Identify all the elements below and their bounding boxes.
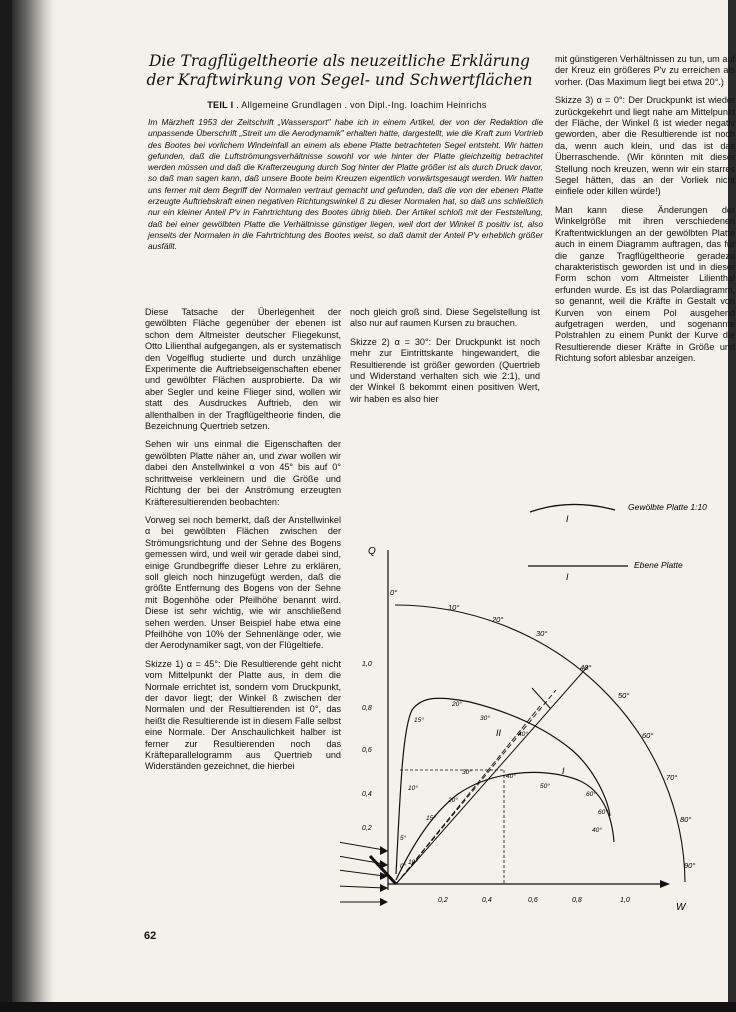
paragraph: noch gleich groß sind. Diese Segelstellung ist also nur auf raumen Kursen zu brauchen.	[350, 307, 540, 329]
curve-ii-angle-label: 20°	[452, 701, 462, 708]
arc-angle-label: 0°	[390, 588, 398, 597]
polar-diagram	[340, 470, 724, 940]
curve-label-ii: II	[496, 728, 502, 738]
paragraph: Vorweg sei noch bemerkt, daß der Anstellwinkel α bei gewölbten Flächen zwischen der Strömungsrichtung und der Sehne des Bogens gemessen wird, und weil wir gerade dabei sind, einige Grundbegriffe dieser Lehre zu erklären, soll gleich noch hinzugefügt werden, daß die größte Entfernung des Bogens von der Sehne mit Bogenhöhe oder Pfeilhöhe benannt wird. Diese ist sehr wichtig, wie wir anschließend sehen werden. Unser Beispiel habe etwa eine Pfeilhöhe von 10% der Sehnenlänge oder, wie der Aerodynamiker sagt, von der Flügeltiefe.	[145, 514, 341, 651]
polar-curve-flat-plate	[396, 772, 614, 880]
x-axis-label: W	[676, 902, 686, 913]
y-axis-label: Q	[368, 546, 376, 557]
text-column-1	[145, 307, 341, 780]
y-tick-label: 0,2	[362, 825, 372, 832]
legend-flat-label: Ebene Platte	[634, 560, 683, 570]
curve-i-angle-label: 50°	[540, 783, 550, 790]
arc-angle-label: 20°	[492, 615, 504, 624]
paragraph: Skizze 1) α = 45°: Die Resultierende geht nicht vom Mittelpunkt der Platte aus, in dem die Normale errichtet ist, sondern vom Druckpunkt, der davor liegt; der Winkel ß zwischen der Normalen und der Resultierenden ist 0°, das heißt die Resultierende ist in diesem Falle selbst eine Normale. Der Anschaulichkeit halber ist ferner zur Resultierenden noch das Kräfteparallelogramm aus Quertrieb und Widerständen gezeichnet, die hierbei	[145, 658, 341, 772]
x-tick-label: 0,2	[438, 897, 448, 904]
legend-curved-marker: I	[566, 514, 569, 524]
x-tick-label: 0,4	[482, 897, 492, 904]
part-label: TEIL I	[207, 100, 234, 110]
y-tick-labels	[362, 661, 372, 832]
arc-angle-label: 10°	[448, 603, 460, 612]
page-bottom-edge	[0, 1002, 736, 1012]
curve-ii-angle-label: 40°	[518, 731, 528, 738]
curve-i-angle-label: 40°	[592, 827, 602, 834]
y-tick-label: 0,6	[362, 747, 372, 754]
y-tick-label: 1,0	[362, 661, 372, 668]
arc-angle-label: 70°	[666, 773, 678, 782]
curve-label-i: I	[562, 766, 565, 776]
arc-angle-label: 90°	[684, 861, 696, 870]
curve-ii-angle-label: 60°	[598, 809, 608, 816]
paragraph: Diese Tatsache der Überlegenheit der gewölbten Fläche gegenüber der ebenen ist schon dem Altmeister deutscher Fliegekunst, Otto Lilienthal aufgegangen, als er systematisch den Vogelflug studierte und durch unzählige Experimente die Auftriebseigenschaften ebener und gewölbter Flächen ausprobierte. Da wir aber Segler und keine Flieger sind, wollen wir statt des Ausdruckes Auftrieb, den wir allenthalben in der Tragflügeltheorie finden, die Bezeichnung Quertrieb setzen.	[145, 307, 341, 432]
arc-angle-label: 30°	[536, 629, 548, 638]
title-line-2: der Kraftwirkung von Segel- und Schwertflächen	[146, 71, 533, 89]
text-column-2	[350, 307, 540, 412]
article-intro: Im Märzheft 1953 der Zeitschrift „Wassersport" habe ich in einem Artikel, der von der Redaktion die unpassende Überschrift „Streit um die Aerodynamik" erhalten hatte, dargestellt, wie die Kraft zum Vortrieb des Bootes bei vorlichem Windeinfall an einem als ebene Platte betrachteten Segel entsteht. Wir hatten gefunden, daß die Luftströmungsverhältnisse sowohl vor wie hinter der Platte gleichzeitig betrachtet werden müssen und daß die Krafterzeugung durch Sog hinter der Platte größer ist als durch Druck davor, so daß man sagen kann, daß unsere Boote beim Kreuzen eigentlich vorwärtsgesaugt werden. Wir hatten uns ferner mit dem Begriff der Normalen vertraut gemacht und gefunden, daß die von der ebenen Platte erzeugte Auftriebskraft einen negativen Richtungswinkel ß zu dieser Normalen hat, so daß uns schließlich nur ein kleiner Anteil P'v in Fahrtrichtung des Bootes übrig blieb. Der Artikel schloß mit der Feststellung, daß bei einer gewölbten Platte die Verhältnisse günstiger liegen, weil dort der Winkel ß positiv ist, also jenseits der Normalen in die Fahrtrichtung des Bootes weist, so daß damit der Anteil P'v erheblich größer ausfällt.	[148, 117, 543, 252]
curve-ii-angle-label: 0°	[400, 863, 407, 870]
curve-i-angle-label: 30°	[462, 769, 472, 776]
x-tick-label: 0,8	[572, 897, 582, 904]
y-tick-label: 0,8	[362, 705, 372, 712]
article-byline	[172, 100, 522, 110]
paragraph: Skizze 2) α = 30°: Der Druckpunkt ist noch mehr zur Eintrittskante hingewandert, die Resultierende ist größer geworden (Quertrieb und Widerstand verhalten sich wie 2:1), und der Winkel ß bekommt einen positiven Wert, wir haben es also hier	[350, 336, 540, 404]
tick-mark	[532, 688, 550, 708]
byline-text: . Allgemeine Grundlagen . von Dipl.-Ing. Ioachim Heinrichs	[236, 100, 487, 110]
curve-ii-angle-label: 10°	[408, 785, 418, 792]
paragraph: Sehen wir uns einmal die Eigenschaften der gewölbten Platte näher an, und zwar wollen wir dabei den Anstellwinkel α von 45° bis auf 0° schrittweise verkleinern und die Größe und Richtung der bei der Anströmung erzeugten Kräfteresultierenden beobachten:	[145, 439, 341, 507]
page-number: 62	[144, 930, 157, 942]
curve-i-angle-labels	[408, 768, 602, 866]
arc-angle-label: 50°	[618, 691, 630, 700]
legend-curved-label: Gewölbte Platte 1:10	[628, 502, 707, 512]
x-tick-label: 0,6	[528, 897, 538, 904]
x-tick-labels	[438, 897, 630, 904]
polar-diagram-figure	[340, 470, 724, 940]
paragraph: Skizze 3) α = 0°: Der Druckpunkt ist wieder zurückgekehrt und liegt nahe am Mittelpunkt der Fläche, der Winkel ß ist wieder negativ geworden, aber die Resultierende ist noch da, wenn auch klein, und das ist das Überraschende. (Wir könnten mit dieser Stellung noch kreuzen, wenn wir ein starres Segel hätten, das an der Vorliek nicht einfiele oder killen würde!)	[555, 95, 735, 197]
title-line-1: Die Tragflügeltheorie als neuzeitliche Erklärung	[149, 52, 530, 70]
text-column-3	[555, 54, 735, 372]
book-spine-shadow	[12, 0, 54, 1012]
curve-ii-angle-label: 15°	[414, 717, 424, 724]
legend-flat-marker: I	[566, 572, 569, 582]
paragraph: Man kann diese Änderungen der Winkelgröße mit ihren verschiedenen Kraftentwicklungen an der gewölbten Platte auch in einem Diagramm auftragen, das für die ganze Tragflügeltheorie geradezu charakteristisch geworden ist und in dieser Form schon vom Altmeister Lilienthal erfunden wurde. Es ist das Polardiagramm, so genannt, weil die Kräfte in Gestalt von Kurven von einem Pol ausgehend aufgetragen werden, und sogenannte Polstrahlen zu einem Punkt der Kurve die Resultierende dieser Kräfte in Größe und Richtung sofort ablesbar anzeigen.	[555, 204, 735, 364]
x-axis-arrow	[660, 880, 670, 888]
y-tick-label: 0,4	[362, 791, 372, 798]
arc-angle-label: 60°	[642, 731, 654, 740]
curve-i-angle-label: 15°	[426, 815, 436, 822]
arc-angle-label: 40°	[580, 663, 592, 672]
polar-arc	[395, 605, 685, 882]
plate-symbol	[370, 856, 396, 884]
article-title	[142, 52, 537, 90]
curve-i-angle-label: 20°	[448, 797, 458, 804]
curve-i-angle-label: 40°	[506, 773, 516, 780]
arc-angle-labels	[390, 588, 695, 870]
curve-ii-angle-label: 5°	[400, 835, 407, 842]
curve-i-angle-label: 10°	[408, 859, 418, 866]
curve-i-angle-label: 60°	[586, 791, 596, 798]
legend-curved-plate-shape	[530, 504, 615, 512]
x-tick-label: 1,0	[620, 897, 630, 904]
paragraph: mit günstigeren Verhältnissen zu tun, um auf der Kreuz ein größeres P'v zu erreichen als vorher. (Das Maximum liegt bei etwa 20°.)	[555, 54, 735, 87]
curve-ii-angle-label: 30°	[480, 715, 490, 722]
arc-angle-label: 80°	[680, 815, 692, 824]
flow-arrows	[340, 842, 388, 906]
